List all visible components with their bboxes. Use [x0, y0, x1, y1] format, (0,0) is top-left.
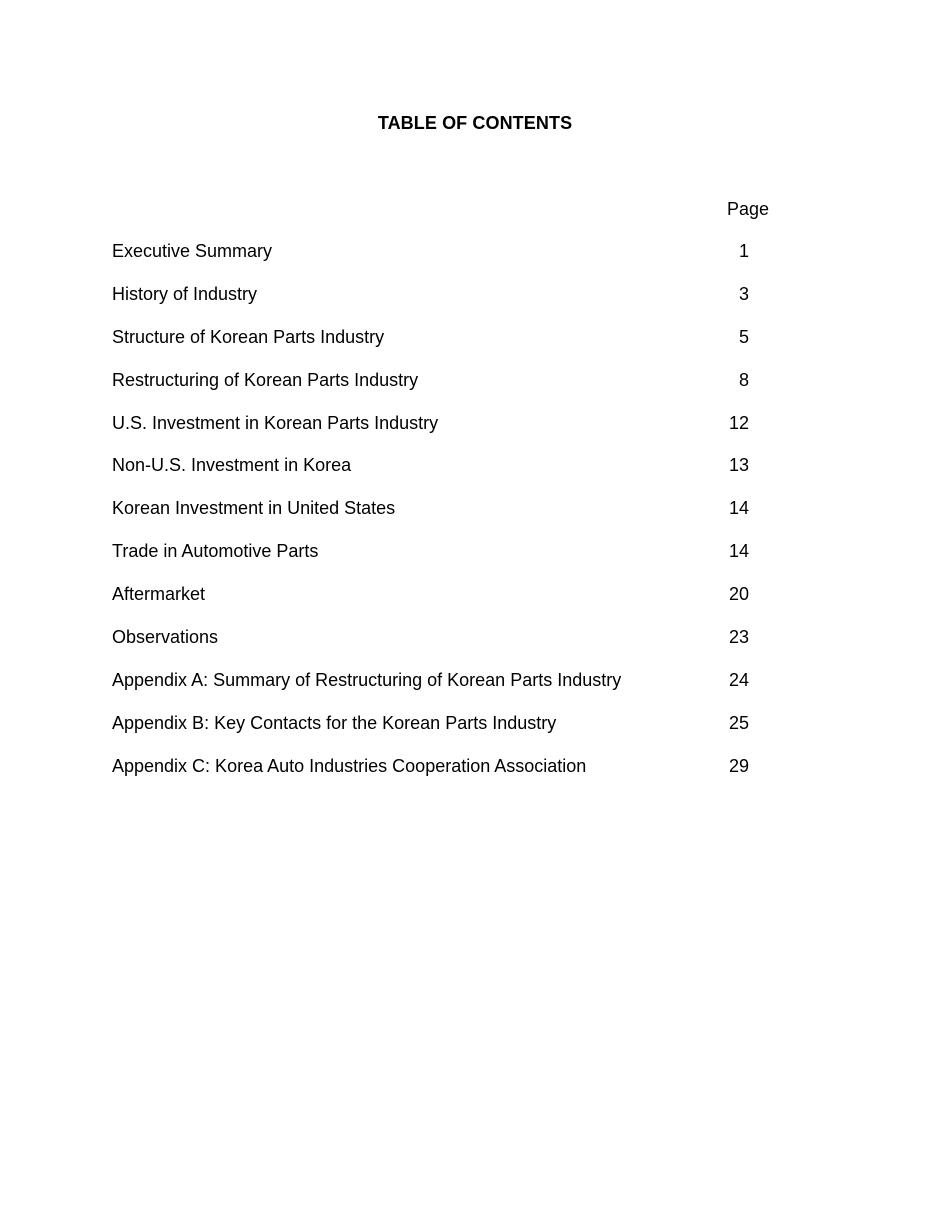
- toc-entry-label: Aftermarket: [112, 584, 206, 605]
- toc-entry-page: 12: [728, 412, 749, 433]
- toc-entry-page: 14: [728, 541, 749, 562]
- toc-entry-non-us-investment: [112, 454, 812, 497]
- toc-entry-label: Executive Summary: [112, 241, 273, 261]
- toc-entry-page: 29: [728, 755, 749, 776]
- toc-entry-executive-summary: [112, 240, 812, 283]
- toc-entry-page: 25: [728, 712, 749, 733]
- toc-entry-label: Appendix C: Korea Auto Industries Cooperation Association: [112, 755, 587, 776]
- toc-entry-page: 14: [728, 498, 749, 519]
- toc-entry-page: 13: [728, 455, 749, 476]
- toc-entry-label: Restructuring of Korean Parts Industry: [112, 369, 419, 390]
- toc-entry-aftermarket: [112, 583, 812, 626]
- toc-entry-observations: [112, 626, 812, 669]
- toc-entry-appendix-c: [112, 755, 812, 798]
- toc-entry-trade: [112, 540, 812, 583]
- toc-entry-label: Structure of Korean Parts Industry: [112, 326, 385, 347]
- toc-entry-label: Non-U.S. Investment in Korea: [112, 455, 352, 476]
- toc-entry-page: 23: [728, 627, 749, 648]
- toc-entry-history-of-industry: [112, 283, 812, 326]
- toc-entry-appendix-a: [112, 669, 812, 712]
- toc-entry-label: Appendix B: Key Contacts for the Korean Parts Industry: [112, 712, 557, 733]
- toc-entry-label: Appendix A: Summary of Restructuring of Korean Parts Industry: [112, 669, 622, 690]
- toc-entry-page: 8: [738, 369, 749, 390]
- toc-entry-label: History of Industry: [112, 283, 258, 304]
- toc-entry-page: 24: [728, 669, 749, 690]
- toc-entry-structure: [112, 326, 812, 369]
- toc-entry-label: U.S. Investment in Korean Parts Industry: [112, 412, 439, 433]
- page-title: TABLE OF CONTENTS: [377, 113, 573, 133]
- toc-entry-appendix-b: [112, 712, 812, 755]
- toc-entry-page: 1: [738, 241, 749, 261]
- toc-entry-label: Observations: [112, 627, 219, 648]
- toc-list: [112, 240, 812, 798]
- toc-entry-korean-investment: [112, 497, 812, 540]
- page-column-header: Page: [727, 199, 770, 219]
- toc-entry-label: Trade in Automotive Parts: [112, 541, 319, 562]
- toc-entry-restructuring: [112, 369, 812, 412]
- toc-entry-page: 3: [738, 283, 749, 304]
- toc-entry-page: 20: [728, 584, 749, 605]
- toc-entry-us-investment: [112, 412, 812, 455]
- toc-entry-page: 5: [738, 326, 749, 347]
- toc-entry-label: Korean Investment in United States: [112, 498, 396, 519]
